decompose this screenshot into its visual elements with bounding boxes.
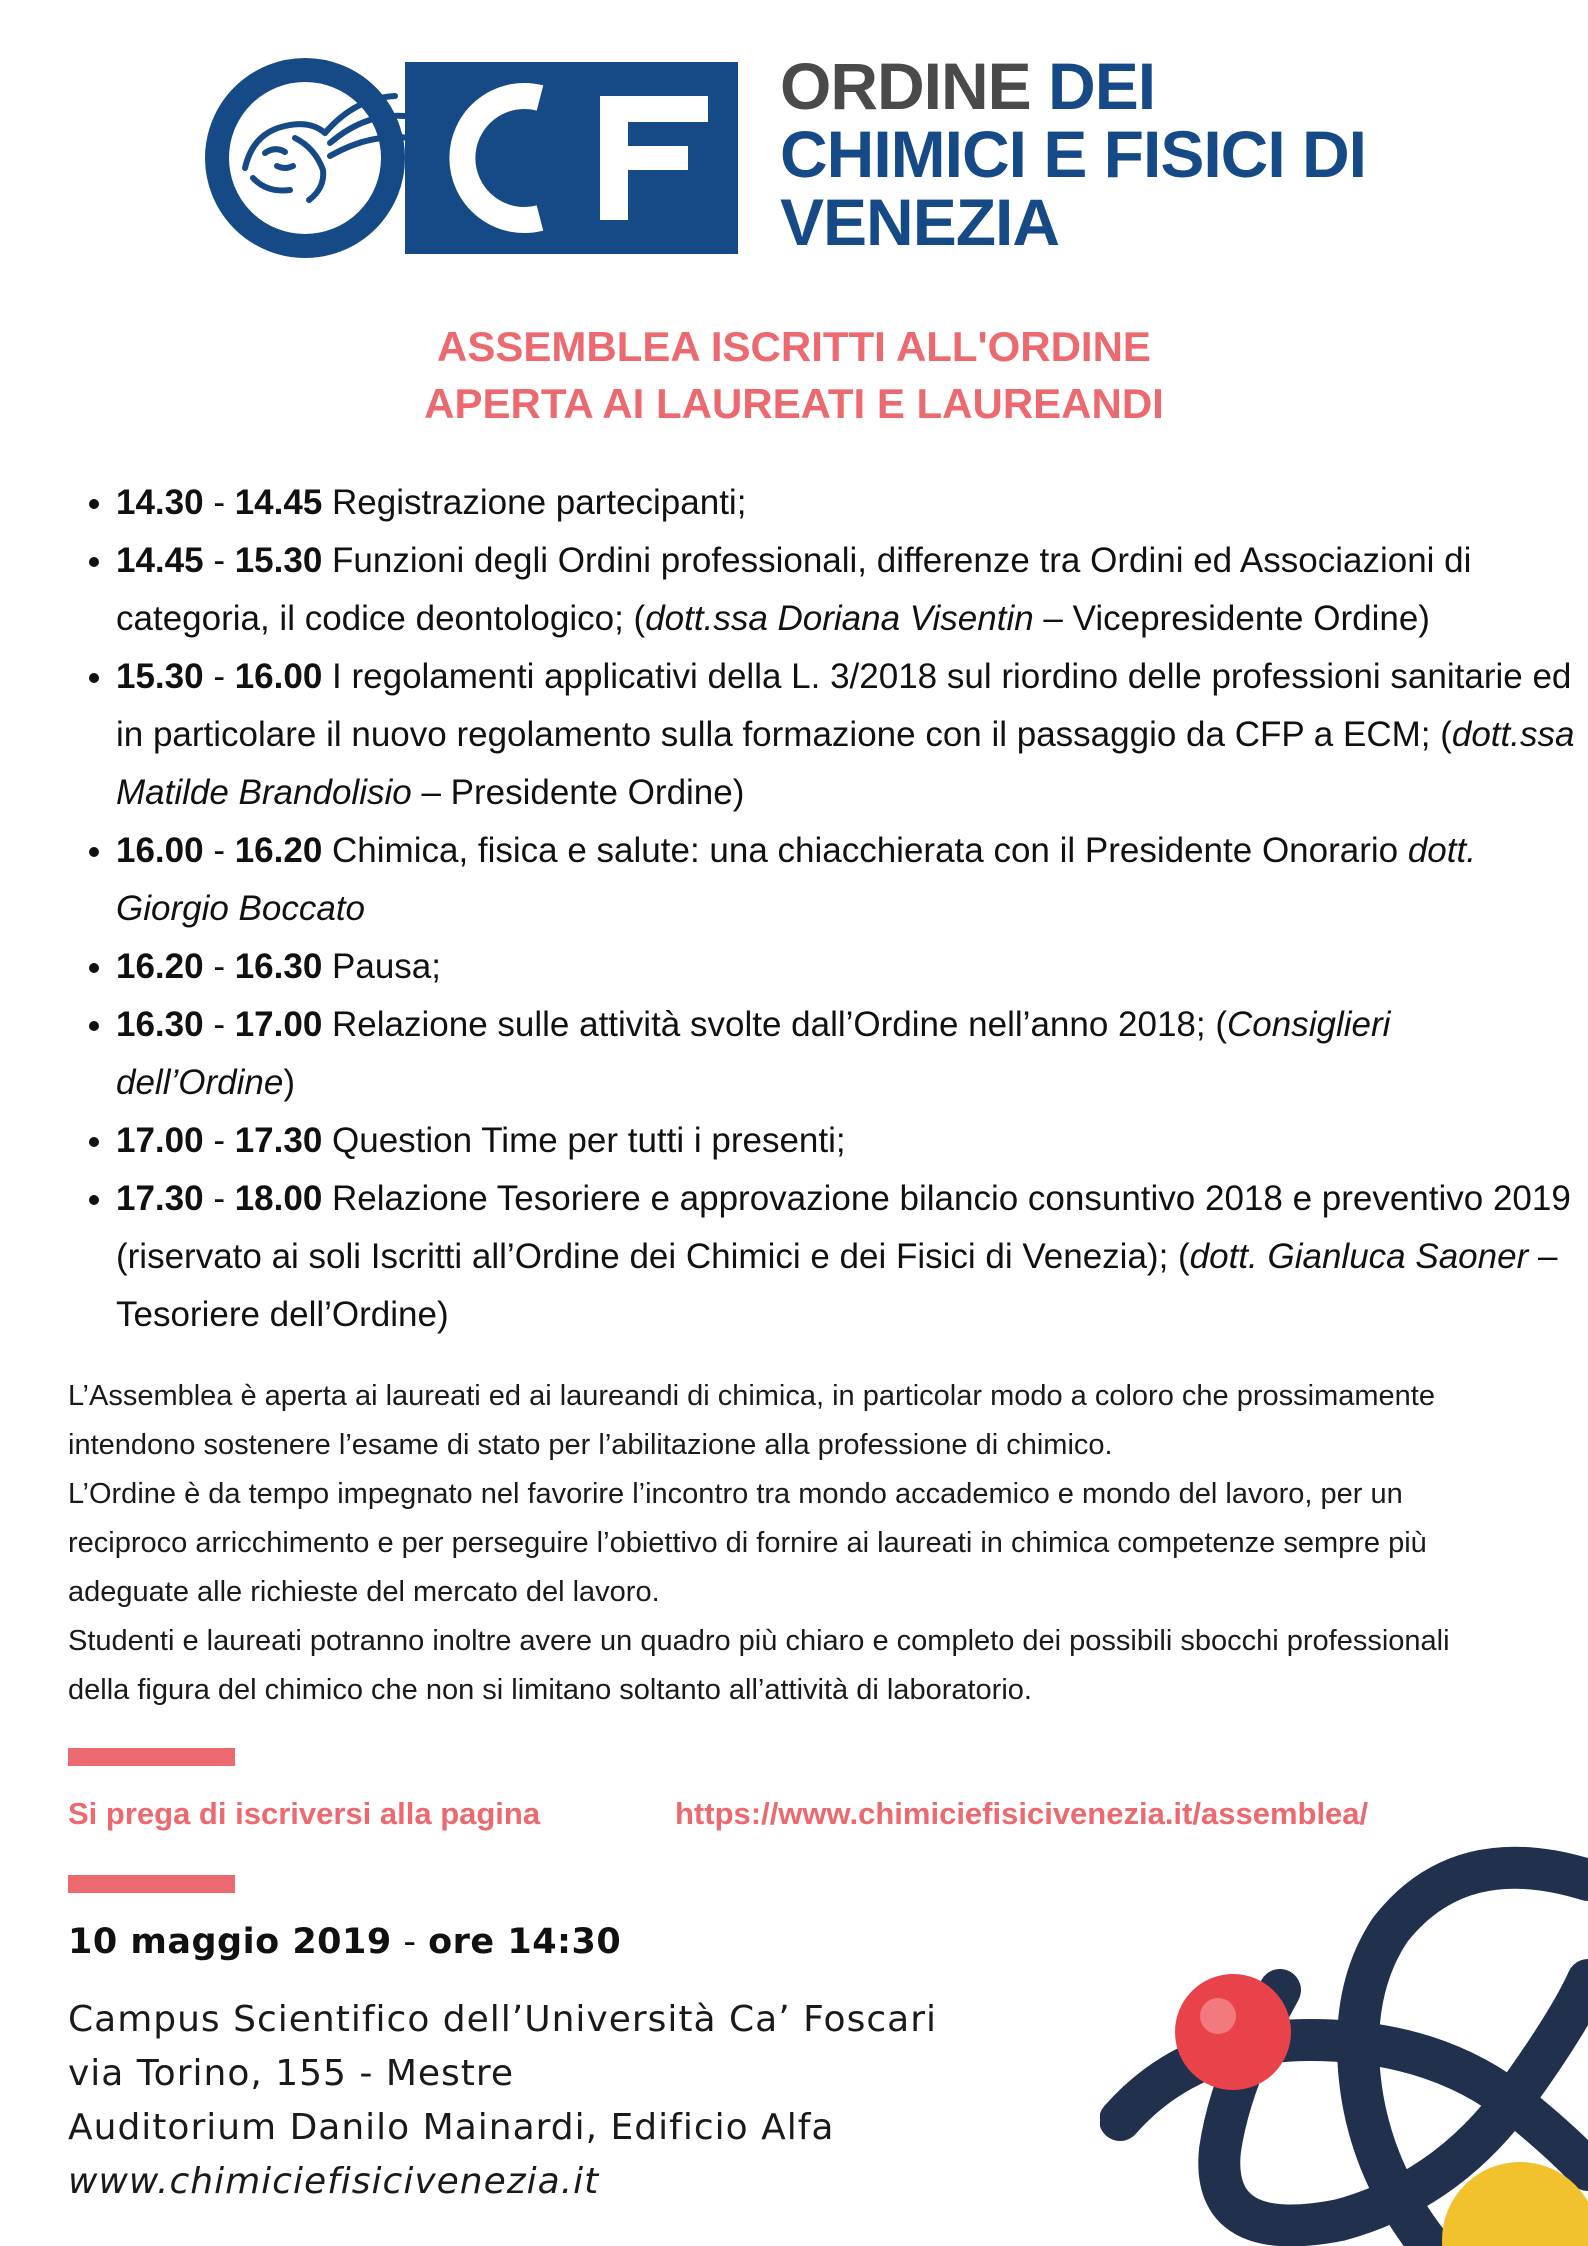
agenda-text: Relazione Tesoriere e approvazione bilancio consuntivo 2018 e preventivo 2019 (riservato ai soli Iscritti all’Ordine dei Chimici e dei Fisici di Venezia); (	[116, 1179, 1571, 1276]
org-name-line2: CHIMICI E FISICI DI	[780, 117, 1367, 191]
agenda-speaker: dott.ssa Doriana Visentin	[645, 599, 1034, 638]
agenda-speaker: dott.ssa Matilde Brandolisio	[116, 715, 1575, 812]
agenda-start: 17.00	[116, 1121, 204, 1160]
agenda-after: – Tesoriere dell’Ordine)	[116, 1237, 1558, 1334]
agenda-text: Pausa;	[332, 947, 441, 986]
intro-paragraph: Studenti e laureati potranno inoltre avere un quadro più chiaro e completo dei possibili sbocchi professionali della figura del chimico che non si limitano soltanto all’attività di laboratorio.	[68, 1625, 1450, 1706]
agenda-item: • 16.00 - 16.20 Chimica, fisica e salute: una chiacchierata con il Presidente Onorario dott. Giorgio Boccato	[116, 822, 1576, 938]
website-link[interactable]: www.chimiciefisicivenezia.it	[68, 2161, 600, 2202]
event-title	[0, 318, 1588, 432]
agenda-speaker: Consiglieri dell’Ordine	[116, 1005, 1391, 1102]
agenda-item: • 15.30 - 16.00 I regolamenti applicativi della L. 3/2018 sul riordino delle professioni sanitarie ed in particolare il nuovo regolamento sulla formazione con il passaggio da CFP a ECM; (dott.ssa Matilde Brandolisio – Presidente Ordine)	[116, 648, 1576, 822]
intro-paragraph: L’Ordine è da tempo impegnato nel favorire l’incontro tra mondo accademico e mondo del lavoro, per un reciproco arricchimento e per perseguire l’obiettivo di fornire ai laureati in chimica competenze sempre più adeguate alle richieste del mercato del lavoro.	[68, 1478, 1427, 1608]
divider-bar-top	[68, 1748, 235, 1766]
logo-ring	[217, 70, 393, 246]
agenda-text: Registrazione partecipanti;	[332, 483, 747, 522]
agenda-after: – Presidente Ordine)	[411, 773, 745, 812]
electron-red	[1175, 1974, 1291, 2090]
agenda-end: 17.00	[234, 1005, 323, 1044]
agenda-item: • 17.30 - 18.00 Relazione Tesoriere e approvazione bilancio consuntivo 2018 e preventivo 2019 (riservato ai soli Iscritti all’Ordine dei Chimici e dei Fisici di Venezia); (dott. Gianluca Saoner – Tesoriere dell’Ordine)	[116, 1170, 1576, 1344]
org-name-dei: DEI	[1048, 49, 1156, 123]
agenda-speaker: dott. Gianluca Saoner	[1189, 1237, 1529, 1276]
agenda-after: )	[283, 1063, 295, 1102]
event-time: ore 14:30	[428, 1922, 622, 1962]
agenda-speaker: dott. Giorgio Boccato	[116, 831, 1476, 928]
agenda-end: 17.30	[234, 1121, 323, 1160]
agenda-text: I regolamenti applicativi della L. 3/2018 sul riordino delle professioni sanitarie ed in particolare il nuovo regolamento sulla formazione con il passaggio da CFP a ECM; (	[116, 657, 1572, 754]
org-name-ordine: ORDINE	[780, 49, 1031, 123]
registration-link[interactable]: https://www.chimiciefisicivenezia.it/assemblea/	[675, 1796, 1369, 1831]
agenda-item: • 17.00 - 17.30 Question Time per tutti i presenti;	[116, 1112, 1576, 1170]
agenda-text: Funzioni degli Ordini professionali, differenze tra Ordini ed Associazioni di categoria, il codice deontologico; (	[116, 541, 1472, 638]
agenda-start: 16.00	[116, 831, 204, 870]
agenda-start: 16.30	[116, 1005, 204, 1044]
divider-bar-bottom	[68, 1875, 235, 1893]
agenda-after: – Vicepresidente Ordine)	[1033, 599, 1430, 638]
agenda-end: 16.20	[234, 831, 323, 870]
header	[0, 0, 1588, 290]
agenda-item: • 16.20 - 16.30 Pausa;	[116, 938, 1576, 996]
agenda-start: 14.45	[116, 541, 204, 580]
intro-text	[68, 1372, 1508, 1715]
agenda-start: 15.30	[116, 657, 204, 696]
agenda-text: Relazione sulle attività svolte dall’Ordine nell’anno 2018; (	[332, 1005, 1227, 1044]
org-name	[780, 49, 1367, 259]
venue-line1: Campus Scientifico dell’Università Ca’ Foscari	[68, 1999, 937, 2040]
venue-line3: Auditorium Danilo Mainardi, Edificio Alfa	[68, 2107, 835, 2148]
event-date-separator: -	[391, 1922, 429, 1962]
agenda-item: • 14.45 - 15.30 Funzioni degli Ordini professionali, differenze tra Ordini ed Associazioni di categoria, il codice deontologico; (dott.ssa Doriana Visentin – Vicepresidente Ordine)	[116, 532, 1576, 648]
registration-label: Si prega di iscriversi alla pagina	[68, 1796, 541, 1831]
org-name-line3: VENEZIA	[780, 185, 1060, 259]
agenda-start: 14.30	[116, 483, 204, 522]
agenda-end: 18.00	[234, 1179, 323, 1218]
venue-line2: via Torino, 155 - Mestre	[68, 2053, 515, 2094]
agenda-end: 16.30	[234, 947, 323, 986]
agenda-text: Question Time per tutti i presenti;	[332, 1121, 846, 1160]
agenda-end: 15.30	[234, 541, 323, 580]
atom-icon	[1100, 1840, 1588, 2246]
intro-paragraph: L’Assemblea è aperta ai laureati ed ai laureandi di chimica, in particolar modo a coloro che prossimamente intendono sostenere l’esame di stato per l’abilitazione alla professione di chimico.	[68, 1380, 1435, 1461]
event-title-line1: ASSEMBLEA ISCRITTI ALL'ORDINE	[437, 323, 1151, 370]
agenda-item: • 14.30 - 14.45 Registrazione partecipanti;	[116, 474, 1576, 532]
agenda-start: 17.30	[116, 1179, 204, 1218]
agenda-text: Chimica, fisica e salute: una chiacchierata con il Presidente Onorario	[332, 831, 1408, 870]
venue-block	[68, 1993, 937, 2209]
agenda-list	[80, 474, 1576, 1344]
agenda-end: 16.00	[234, 657, 323, 696]
ocf-logo	[205, 58, 745, 258]
agenda-end: 14.45	[234, 483, 323, 522]
event-title-line2: APERTA AI LAUREATI E LAUREANDI	[424, 380, 1164, 427]
event-date: 10 maggio 2019	[68, 1922, 392, 1962]
agenda-item: • 16.30 - 17.00 Relazione sulle attività svolte dall’Ordine nell’anno 2018; (Consiglieri dell’Ordine)	[116, 996, 1576, 1112]
event-date-time	[68, 1922, 621, 1962]
agenda-start: 16.20	[116, 947, 204, 986]
electron-red-highlight	[1200, 1998, 1236, 2034]
